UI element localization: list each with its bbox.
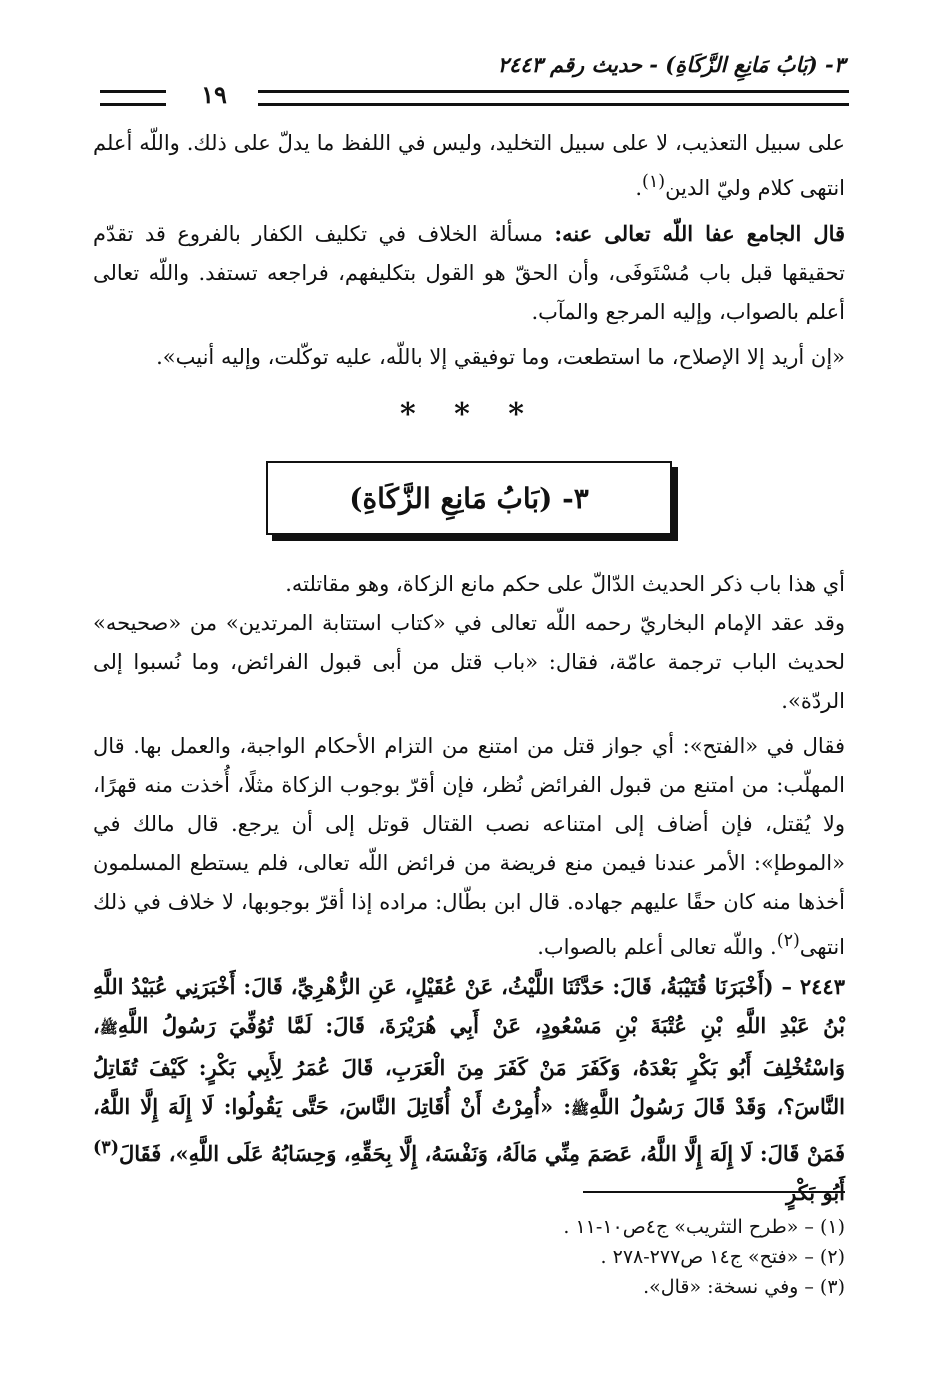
hadith-text [93,967,845,1212]
hadith-part: أَبُو بَكْرٍ [786,1180,845,1205]
section-intro: أي هذا باب ذكر الحديث الدّالّ على حكم مانع الزكاة، وهو مقاتلته. [285,572,845,596]
header-rule-short [100,90,166,106]
page-number: ١٩ [201,80,227,109]
running-header: ٣- (بَابُ مَانِعِ الزَّكَاةِ) - حديث رقم ٢٤٤٣ [497,52,845,77]
footnote: (٣) – وفي نسخة: «قال». [643,1276,845,1298]
main-text [93,124,845,1212]
chapter-title-box [266,461,672,535]
author-note-lead: قال الجامع عفا اللّه تعالى عنه: [554,221,846,246]
footnote-ref: (٣) [93,1138,119,1158]
section-bukhari: وقد عقد الإمام البخاريّ رحمه اللّه تعالى في «كتاب استتابة المرتدين» من «صحيحه» لحديث الباب ترجمة عامّة، فقال: «باب قتل من أبى قبول الفرائض، وما نُسبوا إلى الردّة». [93,611,845,713]
paragraph-text: على سبيل التعذيب، لا على سبيل التخليد، وليس في اللفظ ما يدلّ على ذلك. واللّه أعلم انتهى كلام وليّ الدين [93,131,845,200]
footnotes [93,1212,845,1302]
chapter-title: ٣- (بَابُ مَانِعِ الزَّكَاةِ) [349,481,589,515]
salawat-honorific: ﷺ [570,1100,590,1118]
section-separator: * * * [400,397,538,432]
header-rule [258,90,849,106]
paragraph-conclusion [93,124,845,208]
footnote: (٢) – «فتح» ج١٤ ص٢٧٧-٢٧٨ . [600,1246,845,1268]
paragraph-author-note [93,214,845,332]
section-fath [93,727,845,967]
salawat-honorific: ﷺ [99,1019,118,1037]
hadith-part: ، وَاسْتُخْلِفَ أَبُو بَكْرٍ بَعْدَهُ، وَكَفَرَ مَنْ كَفَرَ مِنَ الْعَرَبِ، قَالَ عُمَرُ لِأَبِي بَكْرٍ: كَيْفَ تُقَاتِلُ النَّاسَ؟، وَقَدْ قَالَ رَسُولُ اللَّهِ [93,1013,845,1119]
fath-end: . واللّه تعالى أعلم بالصواب. [537,935,777,959]
footnote-divider [583,1191,845,1193]
hadith-part: ٢٤٤٣ – (أَخْبَرَنَا قُتَيْبَةُ، قَالَ: حَدَّثَنَا اللَّيْثُ، عَنْ عُقَيْلٍ، عَنِ الزُّهْرِيِّ، قَالَ: أَخْبَرَنِي عُبَيْدُ اللَّهِ بْنُ عَبْدِ اللَّهِ بْنِ عُتْبَةَ بْنِ مَسْعُودٍ، عَنْ أَبِي هُرَيْرَةَ، قَالَ: لَمَّا تُوُفِّيَ رَسُولُ اللَّهِ [93,974,845,1038]
footnote-ref: (٢) [776,931,800,951]
author-note-text: مسألة الخلاف في تكليف الكفار بالفروع قد تقدّم تحقيقها قبل باب مُسْتَوفَى، وأن الحقّ هو القول بتكليفهم، فراجعه تستفد. واللّه تعالى أعلم بالصواب، وإليه المرجع والمآب. [93,222,845,324]
paragraph-end: . [635,176,643,200]
paragraph-quote: «إن أريد إلا الإصلاح، ما استطعت، وما توفيقي إلا باللّه، عليه توكّلت، وإليه أنيب». [156,345,845,369]
footnote-ref: (١) [642,172,666,192]
hadith-part: : «أُمِرْتُ أَنْ أُقَاتِلَ النَّاسَ، حَتَّى يَقُولُوا: لَا إِلَهَ إِلَّا اللَّهُ، فَمَنْ قَالَ: لَا إِلَهَ إِلَّا اللَّهُ، عَصَمَ مِنِّي مَالَهُ، وَنَفْسَهُ، إِلَّا بِحَقِّهِ، وَحِسَابُهُ عَلَى اللَّهِ»، فَقَالَ [93,1094,845,1166]
fath-text: فقال في «الفتح»: أي جواز قتل من امتنع من التزام الأحكام الواجبة، والعمل بها. قال المهلّب: من امتنع من قبول الفرائض نُظر، فإن أقرّ بوجوب الزكاة مثلًا، أُخذت منه قهرًا، ولا يُقتل، فإن أضاف إلى امتناعه نصب القتال قوتل إلى أن يرجع. قال مالك في «الموطإ»: الأمر عندنا فيمن منع فريضة من فرائض اللّه تعالى، فلم يستطع المسلمون أخذها منه كان حقًا عليهم جهاده. قال ابن بطّال: مراده إذا أقرّ بوجوبها، لا خلاف في ذلك انتهى [93,734,845,959]
footnote: (١) – «طرح التثريب» ج٤ص١٠-١١ . [563,1216,845,1238]
